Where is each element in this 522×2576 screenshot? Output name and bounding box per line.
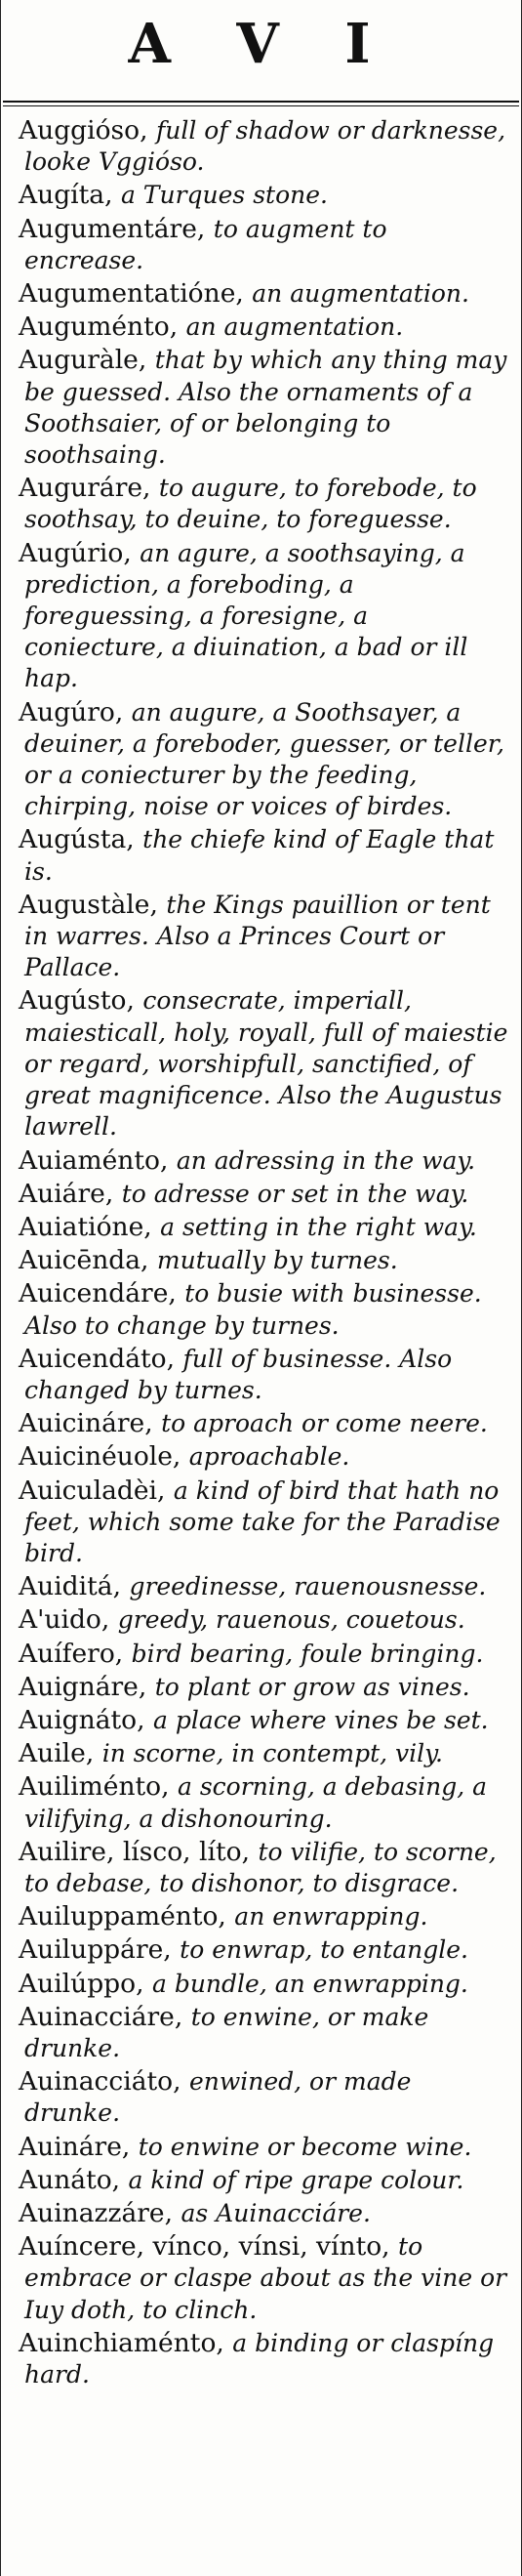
entry-headword: Auiatióne, [19,1211,152,1242]
entry-headword: Auiditá, [19,1571,121,1602]
entry-headword: Auiaménto, [19,1144,169,1176]
dictionary-entry [11,1212,512,1243]
entry-list [11,115,512,2392]
entry-definition: a scorning, a debasing, a vilifying, a dishonouring. [24,1772,488,1833]
dictionary-entry [11,1901,512,1932]
dictionary-entry [11,985,512,1143]
dictionary-entry [11,278,512,310]
entry-headword: Augúro, [19,696,124,727]
entry-definition: that by which any thing may be guessed. Also the ornaments of a Soothsaier, of or belonging to soothsaing. [24,346,507,470]
dictionary-entry [11,1639,512,1670]
entry-headword: Auguráre, [19,473,151,504]
entry-headword: Auináre, [19,2131,131,2162]
entry-definition: a Turques stone. [120,181,328,210]
entry-headword: Auilire, lísco, líto, [19,1836,250,1867]
entry-definition: full of businesse. Also changed by turnes. [24,1344,453,1404]
entry-headword: Aunáto, [19,2164,121,2195]
dictionary-entry [11,2165,512,2196]
dictionary-entry [11,1441,512,1473]
dictionary-entry [11,824,512,887]
entry-definition: mutually by turnes. [156,1246,398,1275]
dictionary-entry [11,2132,512,2163]
dictionary-entry [11,697,512,823]
entry-definition: to enwine, or make drunke. [24,2002,429,2062]
dictionary-entry [11,312,512,343]
dictionary-entry [11,1571,512,1602]
dictionary-entry [11,115,512,178]
entry-definition: a place where vines be set. [152,1705,489,1734]
entry-headword: Augústo, [19,985,135,1017]
entry-definition: a binding or claspíng hard. [24,2328,495,2389]
entry-definition: a bundle, an enwrapping. [151,1969,468,1998]
entry-headword: Auiluppáre, [19,1934,172,1966]
entry-definition: to adresse or set in the way. [121,1179,469,1208]
entry-headword: Auguménto, [19,312,179,343]
entry-definition: as Auinacciáre. [181,2199,371,2227]
dictionary-entry [11,1278,512,1341]
entry-headword: Auilúppo, [19,1968,144,1999]
entry-headword: Auggióso, [19,115,148,145]
dictionary-entry [11,1408,512,1439]
dictionary-entry [11,538,512,695]
entry-headword: Auinchiaménto, [19,2327,224,2358]
entry-definition: to enwine or become wine. [138,2132,472,2161]
entry-headword: Auicinéuole, [19,1441,181,1473]
entry-definition: an augmentation. [185,312,404,342]
entry-headword: Auiáre, [19,1178,114,1209]
entry-definition: greedinesse, rauenousnesse. [129,1572,487,1601]
entry-headword: Auguràle, [19,345,147,376]
dictionary-entry [11,1934,512,1966]
entry-definition: a setting in the right way. [160,1212,477,1241]
entry-definition: in scorne, in contempt, vily. [101,1739,443,1768]
dictionary-entry [11,2066,512,2129]
dictionary-entry [11,1837,512,1899]
dictionary-entry [11,345,512,471]
entry-definition: a kind of bird that hath no feet, which some take for the Paradise bird. [24,1475,501,1567]
entry-definition: to embrace or claspe about as the vine or Iuy doth, to clinch. [24,2232,507,2324]
entry-definition: full of shadow or darknesse, looke Vggióso. [24,116,506,177]
entry-headword: Augúrio, [19,537,132,568]
entry-headword: Auicináre, [19,1408,153,1439]
dictionary-entry [11,1705,512,1736]
entry-headword: Auíncere, vínco, vínsi, vínto, [19,2231,390,2263]
entry-headword: Augumentatióne, [19,278,244,310]
page-header: A V I [128,12,394,76]
entry-headword: Auinacciáre, [19,2001,183,2032]
dictionary-entry [11,2002,512,2064]
entry-headword: Auignáto, [19,1704,145,1735]
entry-definition: to aproach or come neere. [161,1409,488,1438]
entry-definition: to plant or grow as vines. [154,1672,470,1701]
entry-headword: Auinazzáre, [19,2198,174,2228]
dictionary-entry [11,1604,512,1636]
entry-definition: an enwrapping. [234,1902,428,1932]
entry-definition: an adressing in the way. [176,1145,476,1175]
entry-headword: Auile, [19,1738,95,1769]
entry-headword: Auicendáre, [19,1278,177,1309]
dictionary-entry [11,2328,512,2390]
entry-definition: an agure, a soothsaying, a prediction, a foreboding, a foreguessing, a foresigne, a coniecture, a diuination, a bad or ill hap. [24,538,468,693]
entry-definition: to augment to encrease. [24,214,387,274]
dictionary-entry [11,473,512,535]
entry-headword: Auicendáto, [19,1343,176,1374]
dictionary-entry [11,1738,512,1769]
dictionary-entry [11,1179,512,1210]
dictionary-entry [11,1245,512,1276]
entry-definition: to vilifie, to scorne, to debase, to dishonor, to disgrace. [24,1837,497,1897]
entry-definition: an augure, a Soothsayer, a deuiner, a foreboder, guesser, or teller, or a coniecturer by the feeding, chirping, noise or voices of birdes. [24,697,504,821]
dictionary-entry [11,1145,512,1177]
entry-definition: to augure, to forebode, to soothsay, to deuine, to foreguesse. [24,474,477,534]
dictionary-entry [11,1969,512,2000]
entry-definition: to enwrap, to entangle. [180,1935,468,1965]
dictionary-entry [11,2198,512,2229]
entry-definition: enwined, or made drunke. [24,2067,412,2128]
entry-definition: to busie with businesse. Also to change by turnes. [24,1279,482,1340]
entry-headword: Auinacciáto, [19,2066,181,2098]
dictionary-entry [11,180,512,211]
entry-headword: Augustàle, [19,889,158,920]
entry-definition: the chiefe kind of Eagle that is. [24,825,495,886]
dictionary-entry [11,1475,512,1570]
entry-headword: A'uido, [19,1604,110,1636]
entry-definition: consecrate, imperiall, maiesticall, holy, royall, full of maiestie or regard, worshipfull, sanctified, of great magnificence. Also the Augustus lawrell. [24,986,508,1142]
dictionary-entry [11,214,512,276]
dictionary-entry [11,1672,512,1703]
dictionary-entry [11,1344,512,1406]
dictionary-entry [11,2231,512,2326]
entry-definition: bird bearing, foule bringing. [131,1639,484,1668]
entry-definition: aproachable. [188,1442,350,1472]
header-rule-thin [3,105,519,106]
entry-headword: Augústa, [19,824,135,855]
entry-headword: Auífero, [19,1638,124,1669]
entry-headword: Auignáre, [19,1671,147,1702]
entry-definition: a kind of ripe grape colour. [128,2165,464,2194]
entry-headword: Auiluppaménto, [19,1901,226,1932]
entry-headword: Augíta, [19,180,113,211]
dictionary-entry [11,890,512,984]
header-rule [3,101,519,103]
entry-headword: Augumentáre, [19,213,206,244]
entry-headword: Auicēnda, [19,1245,149,1276]
entry-definition: an augmentation. [252,279,469,309]
entry-headword: Auiliménto, [19,1771,170,1803]
entry-headword: Auiculadèi, [19,1475,166,1506]
entry-definition: greedy, rauenous, couetous. [117,1605,465,1635]
dictionary-entry [11,1771,512,1834]
entry-definition: the Kings pauillion or tent in warres. Also a Princes Court or Pallace. [24,890,491,982]
